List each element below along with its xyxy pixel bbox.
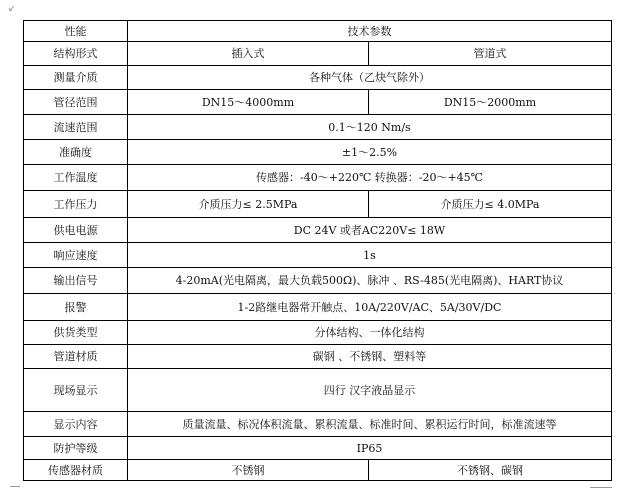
row-value: 1s — [128, 243, 612, 268]
row-label: 响应速度 — [24, 243, 128, 268]
row-label: 管径范围 — [24, 90, 128, 115]
row-label: 报警 — [24, 294, 128, 321]
table-row — [24, 345, 612, 369]
row-label: 传感器材质 — [24, 460, 128, 481]
row-label: 显示内容 — [24, 412, 128, 437]
row-label: 准确度 — [24, 140, 128, 165]
row-value: 1-2路继电器常开触点、10A/220V/AC、5A/30V/DC — [128, 294, 612, 321]
row-label: 管道材质 — [24, 345, 128, 369]
row-label: 工作压力 — [24, 191, 128, 218]
table-row — [24, 268, 612, 294]
row-value: 0.1～120 Nm/s — [128, 115, 612, 140]
row-label: 流速范围 — [24, 115, 128, 140]
table-row — [24, 321, 612, 345]
table-row — [24, 42, 612, 66]
row-value: ±1～2.5% — [128, 140, 612, 165]
row-value: 质量流量、标况体积流量、累积流量、标准时间、累积运行时间，标准流速等 — [128, 412, 612, 437]
row-value-pipeline: 介质压力≤ 4.0MPa — [369, 191, 612, 218]
row-value-pipeline: DN15～2000mm — [369, 90, 612, 115]
table-row — [24, 412, 612, 437]
table-row — [24, 460, 612, 481]
row-label: 现场显示 — [24, 369, 128, 412]
row-label: 供电电源 — [24, 218, 128, 243]
table-row — [24, 437, 612, 460]
row-value: 各种气体（乙炔气除外） — [128, 66, 612, 90]
table-row — [24, 218, 612, 243]
row-label: 输出信号 — [24, 268, 128, 294]
table-row — [24, 115, 612, 140]
table-row — [24, 165, 612, 191]
corner-mark-bottom-right — [590, 487, 612, 488]
header-technical-params: 技术参数 — [128, 21, 612, 42]
row-label: 结构形式 — [24, 42, 128, 66]
row-value-pipeline: 不锈钢、碳钢 — [369, 460, 612, 481]
row-value-insertion: DN15～4000mm — [128, 90, 369, 115]
table-header-row — [24, 21, 612, 42]
row-value: IP65 — [128, 437, 612, 460]
row-value-insertion: 插入式 — [128, 42, 369, 66]
table-row — [24, 191, 612, 218]
row-value-pipeline: 管道式 — [369, 42, 612, 66]
spec-table — [23, 20, 612, 481]
table-row — [24, 294, 612, 321]
row-value: 四行 汉字液晶显示 — [128, 369, 612, 412]
row-label: 工作温度 — [24, 165, 128, 191]
row-value: DC 24V 或者AC220V≤ 18W — [128, 218, 612, 243]
row-label: 测量介质 — [24, 66, 128, 90]
row-value: 传感器：-40～+220℃ 转换器：-20～+45℃ — [128, 165, 612, 191]
row-label: 供货类型 — [24, 321, 128, 345]
row-value: 碳钢 、不锈钢、塑料等 — [128, 345, 612, 369]
row-label: 防护等级 — [24, 437, 128, 460]
table-row — [24, 369, 612, 412]
table-row — [24, 140, 612, 165]
row-value: 4-20mA(光电隔离，最大负载500Ω)、脉冲 、RS-485(光电隔离)、HART协议 — [128, 268, 612, 294]
table-row — [24, 90, 612, 115]
table-row — [24, 66, 612, 90]
row-value-insertion: 不锈钢 — [128, 460, 369, 481]
corner-mark-bottom-left — [10, 486, 20, 487]
header-performance: 性能 — [24, 21, 128, 42]
table-row — [24, 243, 612, 268]
corner-mark-icon: ↙ — [8, 4, 16, 14]
row-value: 分体结构、一体化结构 — [128, 321, 612, 345]
row-value-insertion: 介质压力≤ 2.5MPa — [128, 191, 369, 218]
